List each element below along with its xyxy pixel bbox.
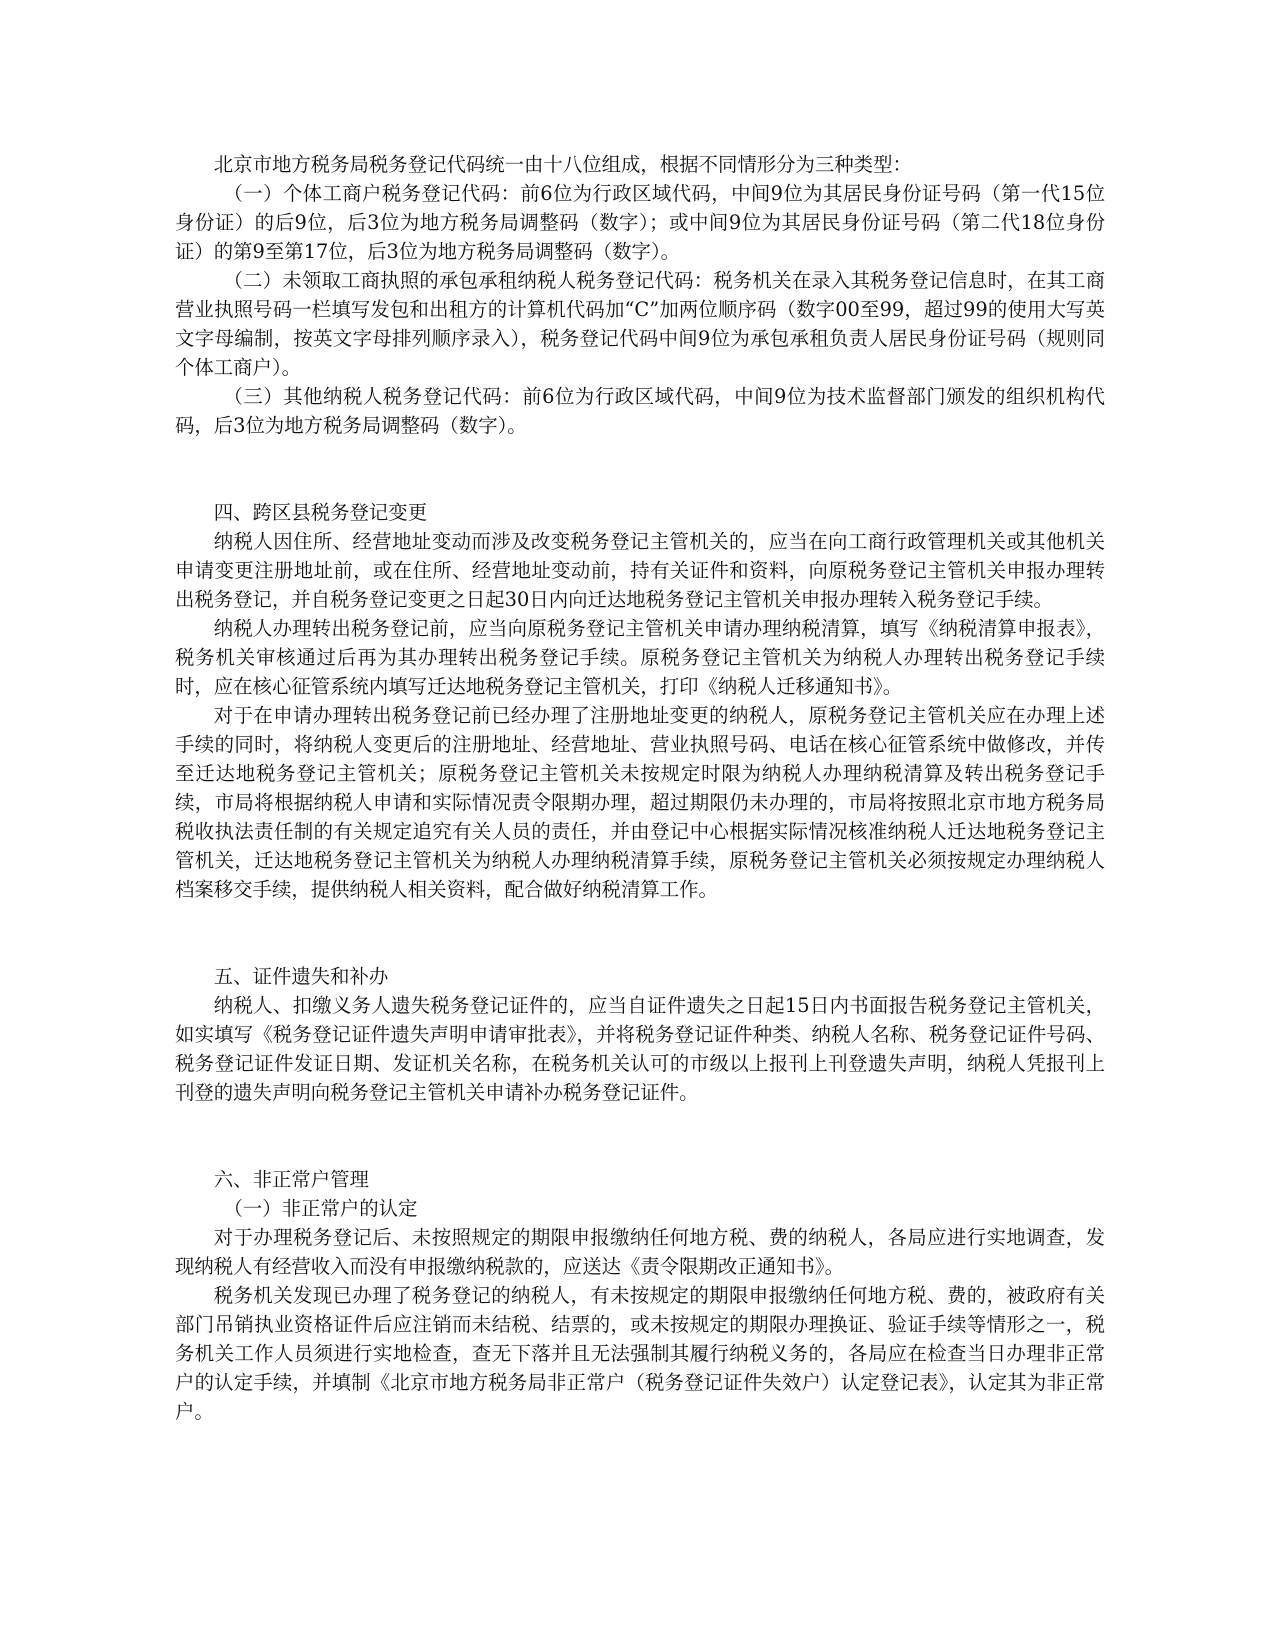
code-type-contractor: （二）未领取工商执照的承包承租纳税人税务登记代码：税务机关在录入其税务登记信息时，在其工商营业执照号码一栏填写发包和出租方的计算机代码加“C”加两位顺序码（数字00至99，超过99的使用大写英文字母编制，按英文字母排列顺序录入），税务登记代码中间9位为承包承租负责人居民身份证号码（规则同个体工商户）。 [175,269,1105,379]
code-type-other: （三）其他纳税人税务登记代码：前6位为行政区域代码，中间9位为技术监督部门颁发的组织机构代码，后3位为地方税务局调整码（数字）。 [175,385,1105,437]
body-paragraph: 纳税人、扣缴义务人遗失税务登记证件的，应当自证件遗失之日起15日内书面报告税务登记主管机关，如实填写《税务登记证件遗失声明申请审批表》，并将税务登记证件种类、纳税人名称、税务登记证件号码、税务登记证件发证日期、发证机关名称，在税务机关认可的市级以上报刊上刊登遗失声明，纳税人凭报刊上刊登的遗失声明向税务登记主管机关申请补办税务登记证件。 [175,994,1105,1104]
body-paragraph: 纳税人因住所、经营地址变动而涉及改变税务登记主管机关的，应当在向工商行政管理机关或其他机关申请变更注册地址前，或在住所、经营地址变动前，持有关证件和资料，向原税务登记主管机关申报办理转出税务登记，并自税务登记变更之日起30日内向迁达地税务登记主管机关申报办理转入税务登记手续。 [175,530,1105,611]
document-page [175,140,1105,1426]
section-heading: 五、证件遗失和补办 [213,965,389,988]
intro-paragraph: 北京市地方税务局税务登记代码统一由十八位组成，根据不同情形分为三种类型： [213,153,912,176]
section-heading: 四、跨区县税务登记变更 [213,501,428,524]
body-paragraph: 纳税人办理转出税务登记前，应当向原税务登记主管机关申请办理纳税清算，填写《纳税清算申报表》，税务机关审核通过后再为其办理转出税务登记手续。原税务登记主管机关为纳税人办理转出税务登记手续时，应在核心征管系统内填写迁达地税务登记主管机关，打印《纳税人迁移通知书》。 [175,617,1105,698]
sub-heading: （一）非正常户的认定 [223,1197,418,1220]
code-type-individual: （一）个体工商户税务登记代码：前6位为行政区域代码，中间9位为其居民身份证号码（第一代15位身份证）的后9位，后3位为地方税务局调整码（数字）；或中间9位为其居民身份证号码（第二代18位身份证）的第9至第17位，后3位为地方税务局调整码（数字）。 [175,182,1105,263]
body-paragraph: 对于办理税务登记后、未按照规定的期限申报缴纳任何地方税、费的纳税人，各局应进行实地调查，发现纳税人有经营收入而没有申报缴纳税款的，应送达《责令限期改正通知书》。 [175,1226,1105,1278]
section-lost-certificate [175,962,1105,1107]
body-paragraph: 对于在申请办理转出税务登记前已经办理了注册地址变更的纳税人，原税务登记主管机关应在办理上述手续的同时，将纳税人变更后的注册地址、经营地址、营业执照号码、电话在核心征管系统中做修改，并传至迁达地税务登记主管机关；原税务登记主管机关未按规定时限为纳税人办理纳税清算及转出税务登记手续，市局将根据纳税人申请和实际情况责令限期办理，超过期限仍未办理的，市局将按照北京市地方税务局税收执法责任制的有关规定追究有关人员的责任，并由登记中心根据实际情况核准纳税人迁达地税务登记主管机关，迁达地税务登记主管机关为纳税人办理纳税清算手续，原税务登记主管机关必须按规定办理纳税人档案移交手续，提供纳税人相关资料，配合做好纳税清算工作。 [175,704,1105,901]
body-paragraph: 税务机关发现已办理了税务登记的纳税人，有未按规定的期限申报缴纳任何地方税、费的，被政府有关部门吊销执业资格证件后应注销而未结税、结票的，或未按规定的期限办理换证、验证手续等情形之一，税务机关工作人员须进行实地检查，查无下落并且无法强制其履行纳税义务的，各局应在检查当日办理非正常户的认定手续，并填制《北京市地方税务局非正常户（税务登记证件失效户）认定登记表》，认定其为非正常户。 [175,1284,1105,1423]
section-heading: 六、非正常户管理 [213,1168,369,1191]
section-abnormal-households [175,1165,1105,1426]
section-cross-district-change [175,498,1105,904]
